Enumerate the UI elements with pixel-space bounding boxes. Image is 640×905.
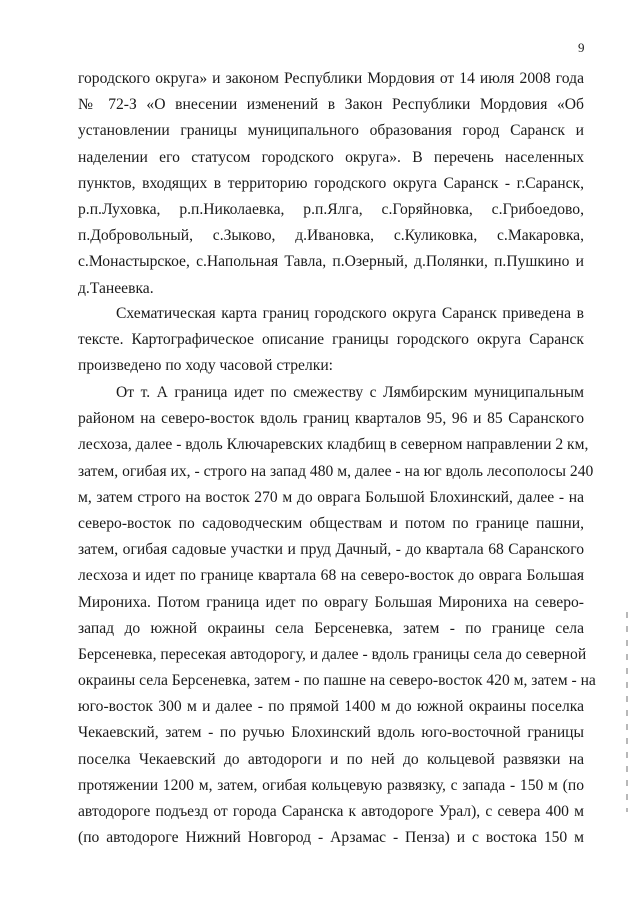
text-line: м, затем строго на восток 270 м до оврага Большой Блохинский, далее - на xyxy=(78,488,584,506)
text-line: Схематическая карта границ городского округа Саранск приведена в xyxy=(116,305,584,322)
page-number: 9 xyxy=(578,40,585,55)
text-line: лесхоза и идет по границе квартала 68 на северо-восток до оврага Большая xyxy=(78,567,584,585)
text-line: От т. А граница идет по смежеству с Лямбирским муниципальным xyxy=(116,384,584,401)
scan-edge-mark xyxy=(626,612,628,812)
text-line: затем, огибая их, - строго на запад 480 м, далее - на юг вдоль лесополосы 240 xyxy=(78,462,594,480)
text-line: установлении границы муниципального образования город Саранск и xyxy=(78,122,584,140)
text-line: затем, огибая садовые участки и пруд Дачный, - до квартала 68 Саранского xyxy=(78,541,584,559)
text-line: районом на северо-восток вдоль границ кварталов 95, 96 и 85 Саранского xyxy=(78,410,584,428)
paragraph-1 xyxy=(78,66,584,302)
text-line: Мирониха. Потом граница идет по оврагу Большая Мирониха на северо- xyxy=(78,593,584,611)
text-line: д.Танеевка. xyxy=(78,279,154,297)
text-line: лесхоза, далее - вдоль Ключаревских кладбищ в северном направлении 2 км, xyxy=(78,436,589,454)
text-line: п.Добровольный, с.Зыково, д.Ивановка, с.Куликовка, с.Макаровка, xyxy=(78,227,584,245)
text-line: автодороге подъезд от города Саранска к автодороге Урал), с севера 400 м xyxy=(78,803,584,820)
text-line: поселка Чекаевский до автодороги и по ней до кольцевой развязки на xyxy=(78,750,584,768)
text-line: пунктов, входящих в территорию городского округа Саранск - г.Саранск, xyxy=(78,174,584,192)
text-line: Берсеневка, пересекая автодорогу, и далее - вдоль границы села до северной xyxy=(78,645,587,663)
text-line: тексте. Картографическое описание границы городского округа Саранск xyxy=(78,331,584,349)
text-line: р.п.Луховка, р.п.Николаевка, р.п.Ялга, с.Горяйновка, с.Грибоедово, xyxy=(78,200,584,218)
text-line: окраины села Берсеневка, затем - по пашне на северо-восток 420 м, затем - на xyxy=(78,672,596,690)
text-line: запад до южной окраины села Берсеневка, затем - по границе села xyxy=(78,619,584,637)
paragraph-2 xyxy=(78,301,584,380)
text-line: с.Монастырское, с.Напольная Тавла, п.Озерный, д.Полянки, п.Пушкино и xyxy=(78,253,584,271)
text-line: (по автодороге Нижний Новгород - Арзамас - Пенза) и с востока 150 м xyxy=(78,829,584,847)
text-line: протяжении 1200 м, затем, огибая кольцевую развязку, с запада - 150 м (по xyxy=(78,776,584,794)
text-line: Чекаевский, затем - по ручью Блохинский вдоль юго-восточной границы xyxy=(78,724,584,742)
text-line: № 72-З «О внесении изменений в Закон Республики Мордовия «Об xyxy=(78,96,584,114)
text-line: наделении его статусом городского округа». В перечень населенных xyxy=(78,148,584,166)
text-line: юго-восток 300 м и далее - по прямой 1400 м до южной окраины поселка xyxy=(78,698,584,716)
text-line: городского округа» и законом Республики Мордовия от 14 июля 2008 года xyxy=(78,70,584,87)
text-line: произведено по ходу часовой стрелки: xyxy=(78,357,334,375)
text-line: северо-восток по садоводческим обществам и потом по границе пашни, xyxy=(78,514,584,532)
paragraph-3 xyxy=(78,380,596,851)
